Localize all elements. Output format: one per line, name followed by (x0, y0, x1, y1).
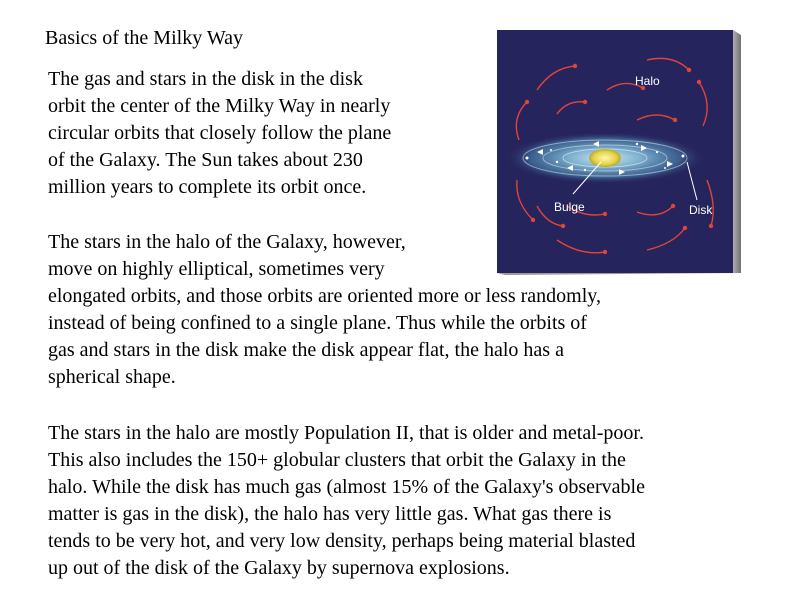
text-line: orbit the center of the Milky Way in nearly (48, 95, 391, 117)
text-line: move on highly elliptical, sometimes very (48, 258, 385, 280)
disk-label: Disk (689, 203, 713, 217)
frame-side (733, 30, 741, 273)
text-line: This also includes the 150+ globular clusters that orbit the Galaxy in the (48, 449, 626, 471)
text-line: The stars in the halo are mostly Population II, that is older and metal-poor. (48, 422, 644, 444)
text-line: up out of the disk of the Galaxy by supernova explosions. (48, 557, 510, 579)
text-line: gas and stars in the disk make the disk appear flat, the halo has a (48, 339, 564, 361)
text-line: matter is gas in the disk), the halo has very little gas. What gas there is (48, 503, 612, 525)
text-line: halo. While the disk has much gas (almost 15% of the Galaxy's observable (48, 476, 645, 498)
page-title: Basics of the Milky Way (45, 27, 243, 49)
text-line: tends to be very hot, and very low density, perhaps being material blasted (48, 530, 636, 552)
halo-label: Halo (635, 74, 660, 88)
bulge-label: Bulge (554, 200, 585, 214)
galaxy-diagram (497, 30, 742, 275)
text-line: of the Galaxy. The Sun takes about 230 (48, 149, 363, 171)
text-line: The gas and stars in the disk in the disk (48, 68, 363, 90)
text-line: spherical shape. (48, 366, 176, 388)
text-line: circular orbits that closely follow the plane (48, 122, 392, 144)
text-line: instead of being confined to a single plane. Thus while the orbits of (48, 312, 587, 334)
galactic-bulge (589, 149, 621, 167)
text-line: elongated orbits, and those orbits are oriented more or less randomly, (48, 285, 601, 307)
text-line: The stars in the halo of the Galaxy, however, (48, 231, 406, 253)
galaxy-illustration (497, 30, 742, 275)
frame-bottom (497, 273, 741, 275)
text-line: million years to complete its orbit once. (48, 176, 367, 198)
